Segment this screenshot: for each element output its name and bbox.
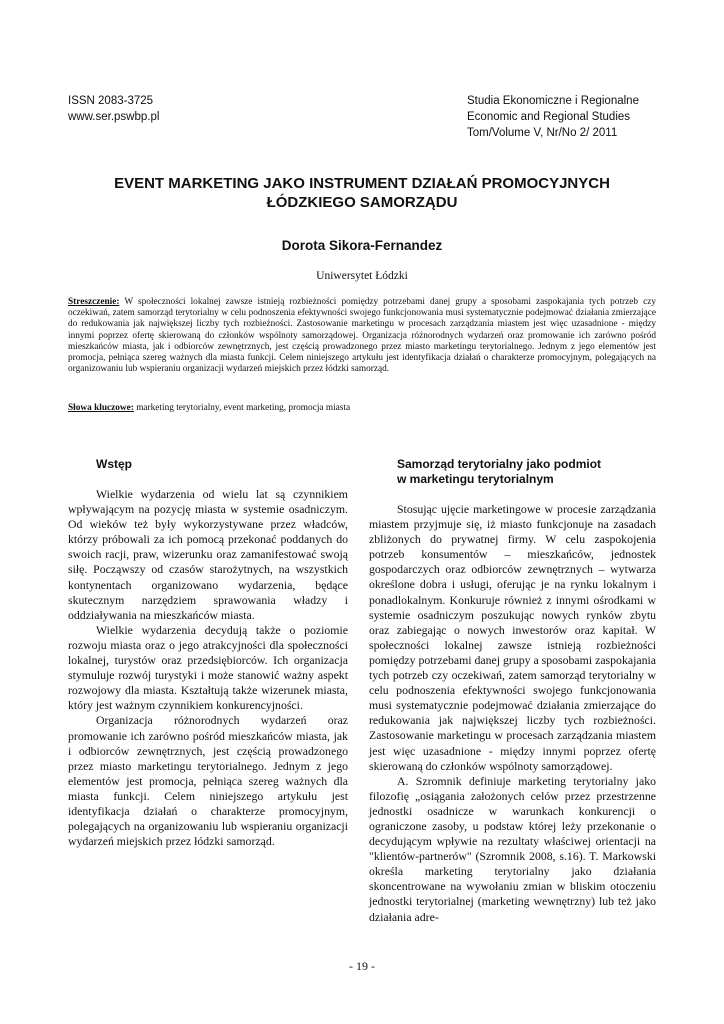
- page-number: - 19 -: [349, 959, 375, 973]
- right-column: [369, 457, 656, 925]
- keywords: [68, 403, 656, 414]
- abstract-label: Streszczenie:: [68, 297, 120, 307]
- author-name: Dorota Sikora-Fernandez: [281, 238, 443, 253]
- article-title-line-1: EVENT MARKETING JAKO INSTRUMENT DZIAŁAŃ PROMOCYJNYCH: [114, 175, 610, 192]
- keywords-label: Słowa kluczowe:: [68, 403, 134, 413]
- journal-header-left: [68, 93, 159, 125]
- abstract: [68, 297, 656, 375]
- article-title-line-2: ŁÓDZKIEGO SAMORZĄDU: [266, 194, 458, 211]
- journal-website: www.ser.pswbp.pl: [68, 111, 160, 123]
- section-heading-local-government: [397, 457, 656, 487]
- abstract-text: W społeczności lokalnej zawsze istnieją rozbieżności pomiędzy potrzebami danej grupy a sposobami zaspokajania tych potrzeb czy oczekiwań, zatem samorząd terytorialny w celu podnoszenia efektywności swojego funkcjonowania musi systematycznie podejmować działania zmierzające do redukowania jak największej liczby tych rozbieżności. Zastosowanie marketingu w procesach zarządzania miastem jest więc uzasadnione - między innymi poprzez ofertę skierowaną do członków wspólnoty samorządowej. Organizacja różnorodnych wydarzeń oraz promowanie ich zarówno pośród mieszkańców miasta, jak i odbiorców zewnętrznych, jest częścią prowadzonego przez miasto marketingu terytorialnego. Jednym z jego elementów jest promocja, pełniąca szereg ważnych dla miasta funkcji. Celem niniejszego artykułu jest identyfikacja działań o charakterze promocyjnym, polegających na organizowaniu lub wspieraniu organizacji wydarzeń miejskich przez łódzki samorząd.: [68, 297, 656, 375]
- journal-name-pl: Studia Ekonomiczne i Regionalne: [467, 95, 639, 107]
- article-title: [68, 174, 656, 212]
- journal-volume: Tom/Volume V, Nr/No 2/ 2011: [467, 127, 618, 139]
- journal-header-right: [467, 93, 639, 141]
- paragraph: Stosując ujęcie marketingowe w procesie zarządzania miastem przyjmuje się, iż miasto funkcjonuje na zasadach zbliżonych do prywatnej firmy. W celu zaspokojenia potrzeb konsumentów – mieszkańców, jednostek gospodarczych oraz odbiorców zewnętrznych – wytwarza określone dobra i usługi, oferując je na rynku lokalnym i ponadlokalnym. Konkuruje również z innymi ośrodkami w systemie osadniczym poszukując nowych rynków zbytu oraz zabiegając o nowych inwestorów oraz kapitał. W społeczności lokalnej zawsze istnieją rozbieżności pomiędzy potrzebami danej grupy a sposobami zaspokajania tych potrzeb czy oczekiwań, zatem samorząd terytorialny w celu podnoszenia efektywności swojego funkcjonowania musi systematycznie podejmować działania zmierzające do redukowania jak największej liczby tych rozbieżności. Zastosowanie marketingu w procesach zarządzania miastem jest więc uzasadnione - między innymi poprzez ofertę skierowaną do członków wspólnoty samorządowej.: [369, 502, 656, 773]
- paragraph: Wielkie wydarzenia decydują także o poziomie rozwoju miasta oraz o jego atrakcyjności dla społeczności lokalnej, turystów oraz przedsiębiorców. Ich organizacja stymuluje rozwój turystyki i może stanowić ważny aspekt rozwojowy dla miasta. Kształtują także wizerunek miasta, który jest ważnym czynnikiem konkurencyjności.: [68, 622, 348, 713]
- paragraph: A. Szromnik definiuje marketing terytorialny jako filozofię „osiągania założonych celów przez przestrzenne jednostki osadnicze w warunkach konkurencji o ograniczone zasoby, u podstaw której leży przekonanie o decydującym wpływie na rezultaty właściwej orientacji na "klientów-partnerów" (Szromnik 2008, s.16). T. Markowski określa marketing terytorialny jako działania skoncentrowane na wywołaniu zmian w bliskim otoczeniu jednostki terytorialnej (marketing wewnętrzny) lub też jako działania adre-: [369, 773, 656, 924]
- journal-name-en: Economic and Regional Studies: [467, 111, 631, 123]
- section-heading-line-2: w marketingu terytorialnym: [397, 472, 554, 486]
- paragraph: Wielkie wydarzenia od wielu lat są czynnikiem wpływającym na pozycję miasta w systemie osadniczym. Od wieków też były wykorzystywane przez władców, którzy próbowali za ich pomocą przekonać poddanych do swoich racji, praw, wizerunku oraz zamanifestować swoją siłę. Począwszy od czasów starożytnych, na wszystkich kontynentach organizowano wydarzenia, będące skutecznym narzędziem sprawowania władzy i oddziaływania na mieszkańców miasta.: [68, 487, 348, 622]
- section-heading-line-1: Samorząd terytorialny jako podmiot: [397, 457, 602, 471]
- keywords-text: marketing terytorialny, event marketing, promocja miasta: [136, 403, 351, 413]
- section-heading-introduction: Wstęp: [96, 457, 132, 471]
- left-column: [68, 457, 348, 849]
- paragraph: Organizacja różnorodnych wydarzeń oraz promowanie ich zarówno pośród mieszkańców miasta, jak i odbiorców zewnętrznych, jest częścią prowadzonego przez miasto marketingu terytorialnego. Jednym z jego elementów jest promocja, pełniąca szereg ważnych dla miasta funkcji. Celem niniejszego artykułu jest identyfikacja działań o charakterze promocyjnym, polegających na organizowaniu lub wspieraniu organizacji wydarzeń miejskich przez łódzki samorząd.: [68, 713, 348, 849]
- author-affiliation: Uniwersytet Łódzki: [316, 270, 408, 282]
- issn: ISSN 2083-3725: [68, 95, 154, 107]
